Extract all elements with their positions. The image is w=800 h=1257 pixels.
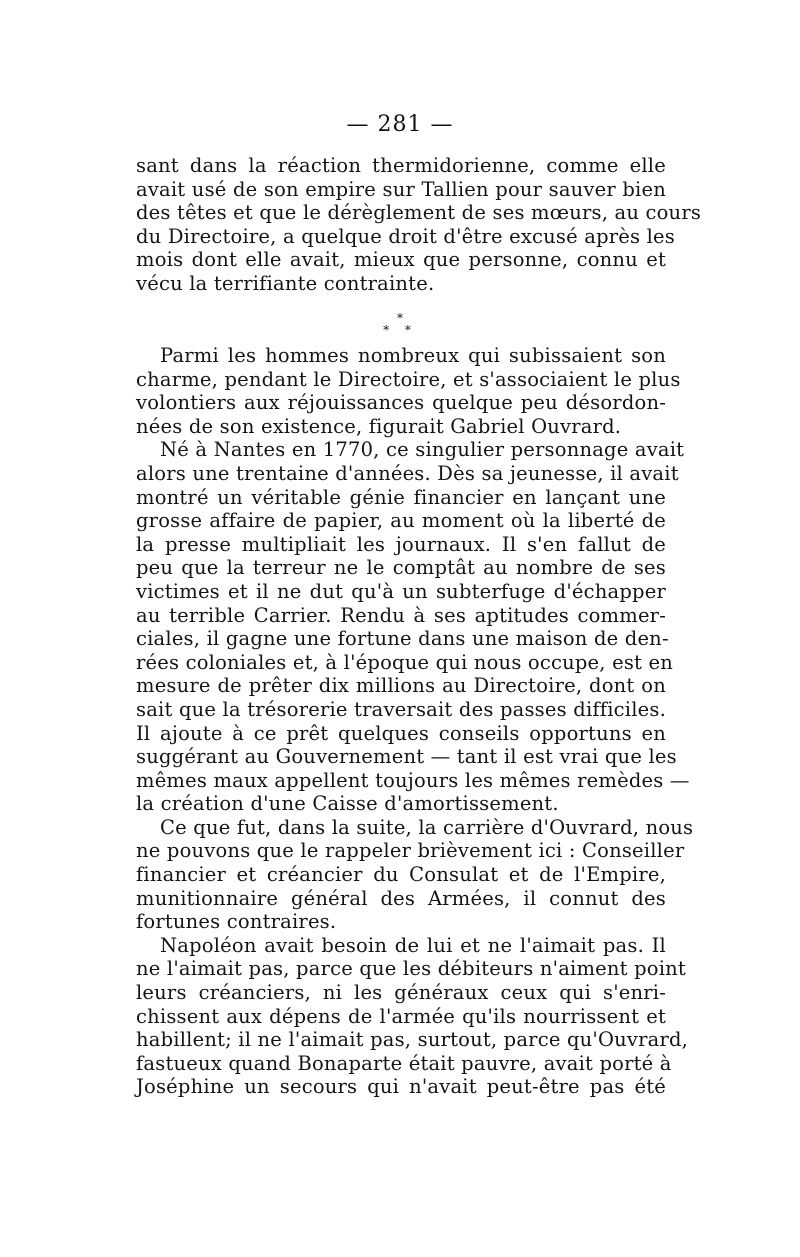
text-line: Ce que fut, dans la suite, la carrière d'Ouvrard, nous [160,815,694,839]
text-line: Joséphine un secours qui n'avait peut-être pas été [136,1075,666,1099]
text-line: fastueux quand Bonaparte était pauvre, avait porté à [136,1051,672,1075]
text-line: charme, pendant le Directoire, et s'associaient le plus [136,367,681,391]
text-line: financier et créancier du Consulat et de l'Empire, [136,863,666,887]
text-line: ciales, il gagne une fortune dans une maison de den- [136,627,669,651]
text-line: Napoléon avait besoin de lui et ne l'aimait pas. Il [160,933,666,957]
text-line: mois dont elle avait, mieux que personne, connu et [136,248,666,272]
text-line: ne pouvons que le rappeler brièvement ici : Conseiller [136,839,685,863]
text-line: des têtes et que le dérèglement de ses mœurs, au cours [136,201,702,225]
paragraph-ouvrard-biography [136,438,690,816]
text-line: Né à Nantes en 1770, ce singulier personnage avait [160,438,685,462]
text-line: au terrible Carrier. Rendu à ses aptitudes commer- [136,603,666,627]
paragraph-napoleon [136,933,689,1099]
text-line: nées de son existence, figurait Gabriel Ouvrard. [136,414,622,438]
text-line: mesure de prêter dix millions au Directoire, dont on [136,674,666,698]
text-line: peu que la terreur ne le comptât au nombre de ses [136,556,666,580]
text-line: Il ajoute à ce prêt quelques conseils opportuns en [136,721,666,745]
text-line: avait usé de son empire sur Tallien pour sauver bien [136,177,666,201]
text-line: sait que la trésorerie traversait des passes difficiles. [136,697,666,721]
body-text [136,344,694,1099]
text-line: mêmes maux appellent toujours les mêmes remèdes — [136,768,690,792]
paragraph-ouvrard-career [136,815,694,934]
text-line: fortunes contraires. [136,910,337,934]
text-line: ne l'aimait pas, parce que les débiteurs n'aiment point [136,957,686,981]
text-line: munitionnaire général des Armées, il connut des [136,886,666,910]
paragraph-continuation [136,154,702,296]
section-break-asterisk-top: * [397,311,403,325]
text-line: suggérant au Gouvernement — tant il est vrai que les [136,745,677,769]
text-line: du Directoire, a quelque droit d'être excusé après les [136,224,676,248]
text-line: Parmi les hommes nombreux qui subissaient son [160,344,666,367]
text-line: volontiers aux réjouissances quelque peu désordon- [136,391,666,415]
page-number: — 281 — [346,112,454,137]
text-line: la presse multipliait les journaux. Il s'en fallut de [136,532,666,556]
text-line: vécu la terrifiante contrainte. [136,271,435,295]
text-line: rées coloniales et, à l'époque qui nous occupe, est en [136,650,673,674]
paragraph-ouvrard-intro [136,344,681,438]
text-line: leurs créanciers, ni les généraux ceux qui s'enri- [136,981,666,1005]
text-line: montré un véritable génie financier en lançant une [136,485,666,509]
text-line: la création d'une Caisse d'amortissement. [136,792,559,816]
section-break-asterisk-bottom: * * [383,323,417,337]
text-line: habillent; il ne l'aimait pas, surtout, parce qu'Ouvrard, [136,1028,689,1052]
text-line: chissent aux dépens de l'armée qu'ils nourrissent et [136,1004,666,1028]
text-line: victimes et il ne dut qu'à un subterfuge d'échapper [136,579,666,603]
text-line: grosse affaire de papier, au moment où la liberté de [136,509,666,533]
text-line: sant dans la réaction thermidorienne, comme elle [136,154,666,177]
text-line: alors une trentaine d'années. Dès sa jeunesse, il avait [136,461,679,485]
